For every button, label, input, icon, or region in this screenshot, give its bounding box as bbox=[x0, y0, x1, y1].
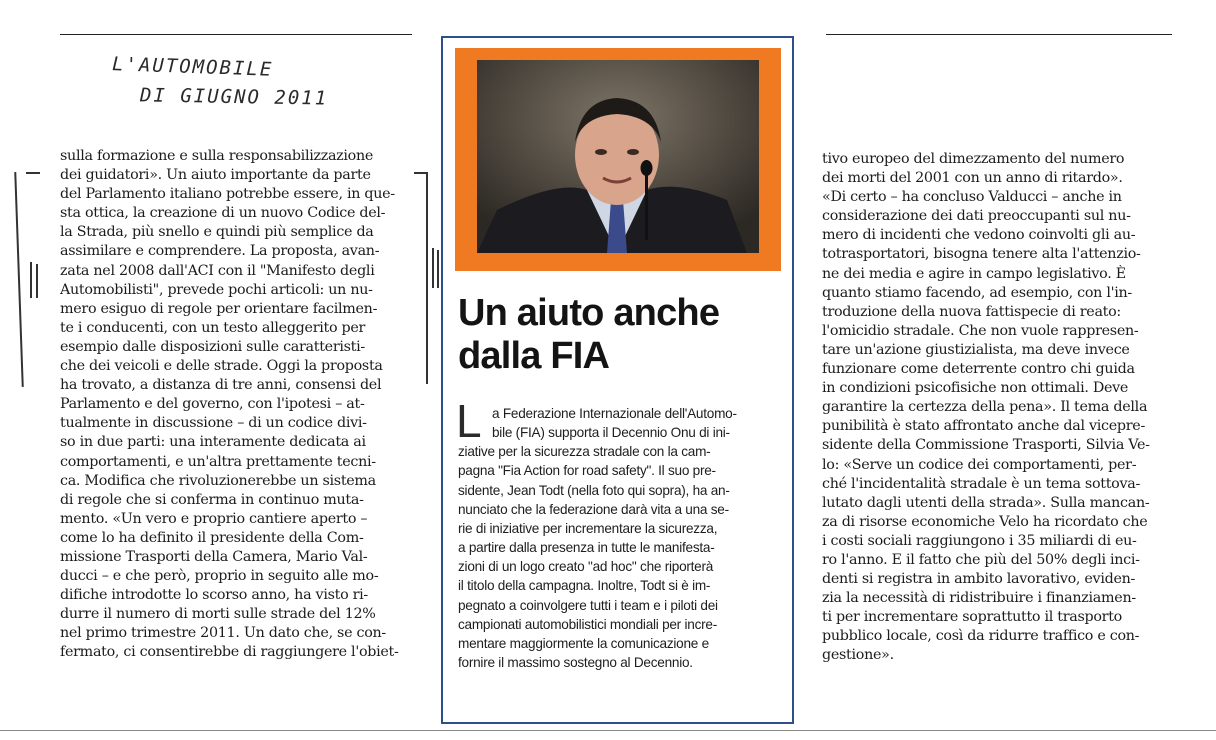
right-column-line: tare un'azione giustizialista, ma deve invece bbox=[822, 341, 1130, 358]
right-column-line: mero di incidenti che vedono coinvolti gli au- bbox=[822, 227, 1136, 244]
top-rule-right bbox=[826, 34, 1172, 35]
sidebar-line: zioni di un logo creato "ad hoc" che riporterà bbox=[458, 559, 714, 575]
left-column-line: ducci – e che però, proprio in seguito alle mo- bbox=[60, 568, 379, 585]
left-column-line: mero esiguo di regole per orientare facilmen- bbox=[60, 300, 378, 317]
sidebar-line: nunciato che la federazione darà vita a una se- bbox=[458, 501, 729, 517]
right-column-line: pubblico locale, così da ridurre traffico e con- bbox=[822, 628, 1140, 645]
drop-cap: L bbox=[456, 395, 482, 447]
sidebar-line: il titolo della campagna. Inoltre, Todt si è im- bbox=[458, 578, 711, 594]
left-column-line: te i conducenti, con un testo alleggerito per bbox=[60, 319, 366, 336]
margin-tick-mid bbox=[414, 172, 427, 174]
right-column-line: punibilità è stato affrontato anche dal vicepre- bbox=[822, 418, 1145, 435]
left-column-line: sta ottica, la creazione di un nuovo Codice del- bbox=[60, 205, 386, 222]
right-column-line: i costi sociali raggiungono i 35 miliardi di eu- bbox=[822, 532, 1137, 549]
left-column-line: missione Trasporti della Camera, Mario Val- bbox=[60, 548, 368, 565]
left-column-line: del Parlamento italiano potrebbe essere, in que- bbox=[60, 186, 395, 203]
left-column-line: mento. «Un vero e proprio cantiere aperto – bbox=[60, 510, 368, 527]
right-column-line: considerazione dei dati preoccupanti sul nu- bbox=[822, 208, 1131, 225]
left-column-line: durre il numero di morti sulle strade del 12% bbox=[60, 606, 376, 623]
handwritten-note-line1: L'AUTOMOBILE bbox=[111, 53, 274, 81]
top-rule-left bbox=[60, 34, 412, 35]
right-column-line: lo: «Serve un codice dei comportamenti, per- bbox=[822, 456, 1137, 473]
right-article-column bbox=[822, 150, 1150, 666]
left-column-line: che dei veicoli e delle strade. Oggi la proposta bbox=[60, 358, 383, 375]
right-column-line: ne dei media e agire in campo legislativo. È bbox=[822, 265, 1126, 282]
right-column-line: sidente della Commissione Trasporti, Silvia Ve- bbox=[822, 437, 1150, 454]
sidebar-line: campionati automobilistici mondiali per incre- bbox=[458, 616, 717, 632]
right-column-line: garantire la certezza della pena». Il tema della bbox=[822, 399, 1148, 416]
headline-line-2: dalla FIA bbox=[458, 335, 610, 377]
right-column-line: gestione». bbox=[822, 647, 894, 664]
right-column-line: funzionare come deterrente contro chi guida bbox=[822, 361, 1135, 378]
sidebar-line: mentare maggiormente la comunicazione e bbox=[458, 635, 709, 651]
photo-frame bbox=[455, 48, 781, 271]
right-column-line: lutato dagli utenti della strada». Sulla mancan- bbox=[822, 494, 1150, 511]
headline-line-1: Un aiuto anche bbox=[458, 292, 720, 334]
margin-tick-left bbox=[26, 172, 40, 174]
left-column-line: nel primo trimestre 2011. Un dato che, se con- bbox=[60, 625, 386, 642]
sidebar-line: a Federazione Internazionale dell'Automo- bbox=[492, 406, 737, 421]
margin-hash-left-2 bbox=[36, 264, 38, 298]
left-column-line: so in due parti: una interamente dedicata ai bbox=[60, 434, 366, 451]
right-column-line: ché l'incidentalità stradale è un tema sottova- bbox=[822, 475, 1140, 492]
sidebar-line: ziative per la sicurezza stradale con la cam- bbox=[458, 444, 711, 460]
left-column-line: come lo ha definito il presidente della Com- bbox=[60, 529, 364, 546]
left-article-column bbox=[60, 147, 399, 663]
left-column-line: ha trovato, a distanza di tre anni, consensi del bbox=[60, 377, 382, 394]
right-column-line: tivo europeo del dimezzamento del numero bbox=[822, 151, 1125, 167]
handwritten-note-line2: DI GIUGNO 2011 bbox=[139, 84, 329, 110]
left-column-line: difiche introdotte lo scorso anno, ha visto ri- bbox=[60, 587, 368, 604]
left-column-line: zata nel 2008 dall'ACI con il "Manifesto degli bbox=[60, 262, 375, 279]
sidebar-headline bbox=[458, 292, 719, 378]
left-column-line: esempio dalle disposizioni sulle caratteristi- bbox=[60, 338, 365, 355]
right-column-line: zia la necessità di ridistribuire i finanziamen- bbox=[822, 590, 1136, 607]
margin-hash-mid-1 bbox=[432, 248, 434, 288]
right-column-line: za di risorse economiche Velo ha ricordato che bbox=[822, 513, 1148, 530]
right-column-line: troduzione della nuova fattispecie di reato: bbox=[822, 303, 1121, 320]
sidebar-line: rie di iniziative per incrementare la sicurezza, bbox=[458, 520, 718, 536]
margin-hash-mid-2 bbox=[437, 250, 439, 288]
sidebar-line: sidente, Jean Todt (nella foto qui sopra), ha an- bbox=[458, 482, 730, 498]
portrait-photo bbox=[477, 60, 759, 253]
right-column-line: in condizioni psicofisiche non ottimali. Deve bbox=[822, 380, 1129, 397]
left-column-line: ca. Modifica che rivoluzionerebbe un sistema bbox=[60, 472, 376, 489]
left-column-line: Automobilisti", prevede pochi articoli: un nu- bbox=[60, 281, 373, 298]
left-column-line: tualmente in discussione – di un codice divi- bbox=[60, 415, 367, 432]
bottom-rule bbox=[0, 730, 1216, 731]
right-column-line: quanto stiamo facendo, ad esempio, con l'in- bbox=[822, 284, 1132, 301]
right-column-line: l'omicidio stradale. Che non vuole rappresen- bbox=[822, 322, 1139, 339]
left-column-line: Parlamento e del governo, con l'ipotesi – at- bbox=[60, 396, 365, 413]
right-column-line: totrasportatori, bisogna tenere alta l'attenzio- bbox=[822, 246, 1141, 263]
left-column-line: la Strada, più snello e quindi più semplice da bbox=[60, 224, 374, 241]
right-column-line: ti per incrementare soprattutto il trasporto bbox=[822, 609, 1122, 626]
right-column-line: ro l'anno. E il fatto che più del 50% degli inci- bbox=[822, 551, 1140, 568]
left-column-line: sulla formazione e sulla responsabilizzazione bbox=[60, 148, 374, 164]
sidebar-line: a partire dalla presenza in tutte le manifesta- bbox=[458, 540, 715, 556]
left-column-line: comportamenti, e un'altra prettamente tecni- bbox=[60, 453, 376, 470]
margin-bracket-left bbox=[14, 172, 24, 387]
sidebar-line: pegnato a coinvolgere tutti i team e i piloti dei bbox=[458, 597, 718, 613]
right-column-line: dei morti del 2001 con un anno di ritardo». bbox=[822, 170, 1123, 187]
margin-bracket-mid bbox=[426, 172, 428, 384]
left-column-line: fermato, ci consentirebbe di raggiungere l'obiet- bbox=[60, 644, 399, 661]
sidebar-line: bile (FIA) supporta il Decennio Onu di ini- bbox=[492, 425, 730, 441]
right-column-line: «Di certo – ha concluso Valducci – anche in bbox=[822, 189, 1122, 206]
right-column-line: denti si registra in ambito lavorativo, eviden- bbox=[822, 571, 1136, 588]
left-column-line: di regole che si conferma in continuo muta- bbox=[60, 491, 364, 508]
sidebar-text bbox=[458, 404, 737, 672]
sidebar-line: pagna "Fia Action for road safety". Il suo pre- bbox=[458, 463, 716, 479]
sidebar-line: fornire il massimo sostegno al Decennio. bbox=[458, 655, 693, 671]
left-column-line: assimilare e comprendere. La proposta, avan- bbox=[60, 243, 380, 260]
margin-hash-left-1 bbox=[30, 262, 32, 298]
left-column-line: dei guidatori». Un aiuto importante da parte bbox=[60, 167, 371, 184]
